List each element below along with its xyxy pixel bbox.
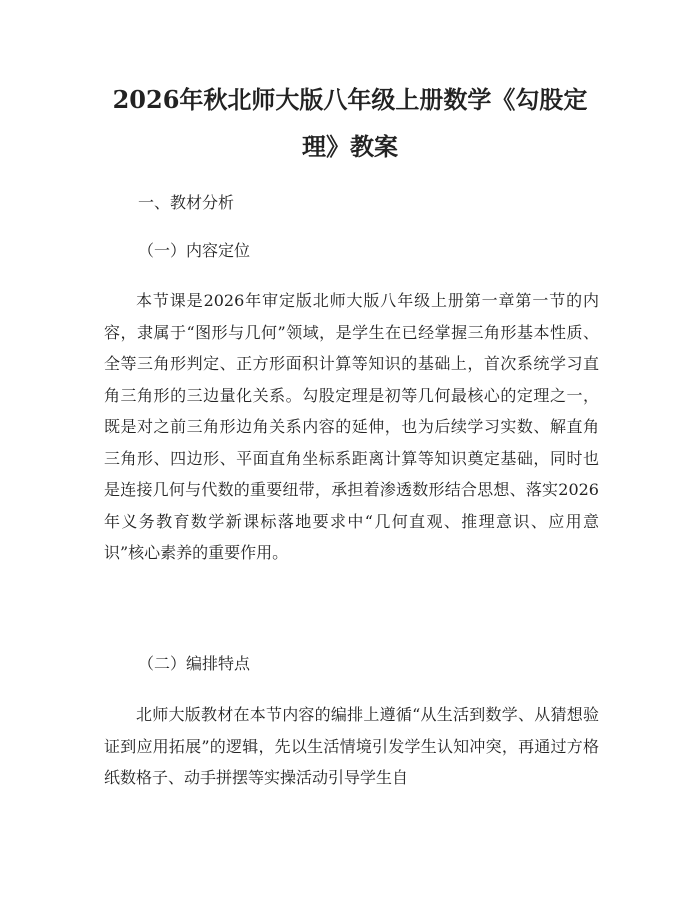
document-title-line-2: 理》教案 xyxy=(302,132,398,161)
subsection-heading-content-positioning: （一）内容定位 xyxy=(138,241,251,260)
document-title-line-1: 2026年秋北师大版八年级上册数学《勾股定 xyxy=(112,85,588,114)
paragraph-arrangement-features: 北师大版教材在本节内容的编排上遵循“从生活到数学、从猜想验证到应用拓展”的逻辑，先以生活情境引发学生认知冲突，再通过方格纸数格子、动手拼摆等实操活动引导学生自 xyxy=(104,705,599,787)
subsection-heading-arrangement-features: （二）编排特点 xyxy=(138,654,251,673)
paragraph-content-positioning: 本节课是2026年审定版北师大版八年级上册第一章第一节的内容，隶属于“图形与几何”领域，是学生在已经掌握三角形基本性质、全等三角形判定、正方形面积计算等知识的基础上，首次系统学习直角三角形的三边量化关系。勾股定理是初等几何最核心的定理之一，既是对之前三角形边角关系内容的延伸，也为后续学习实数、解直角三角形、四边形、平面直角坐标系距离计算等知识奠定基础，同时也是连接几何与代数的重要纽带，承担着渗透数形结合思想、落实2026年义务教育数学新课标落地要求中“几何直观、推理意识、应用意识”核心素养的重要作用。 xyxy=(104,291,599,562)
section-heading-textbook-analysis: 一、教材分析 xyxy=(138,193,235,212)
